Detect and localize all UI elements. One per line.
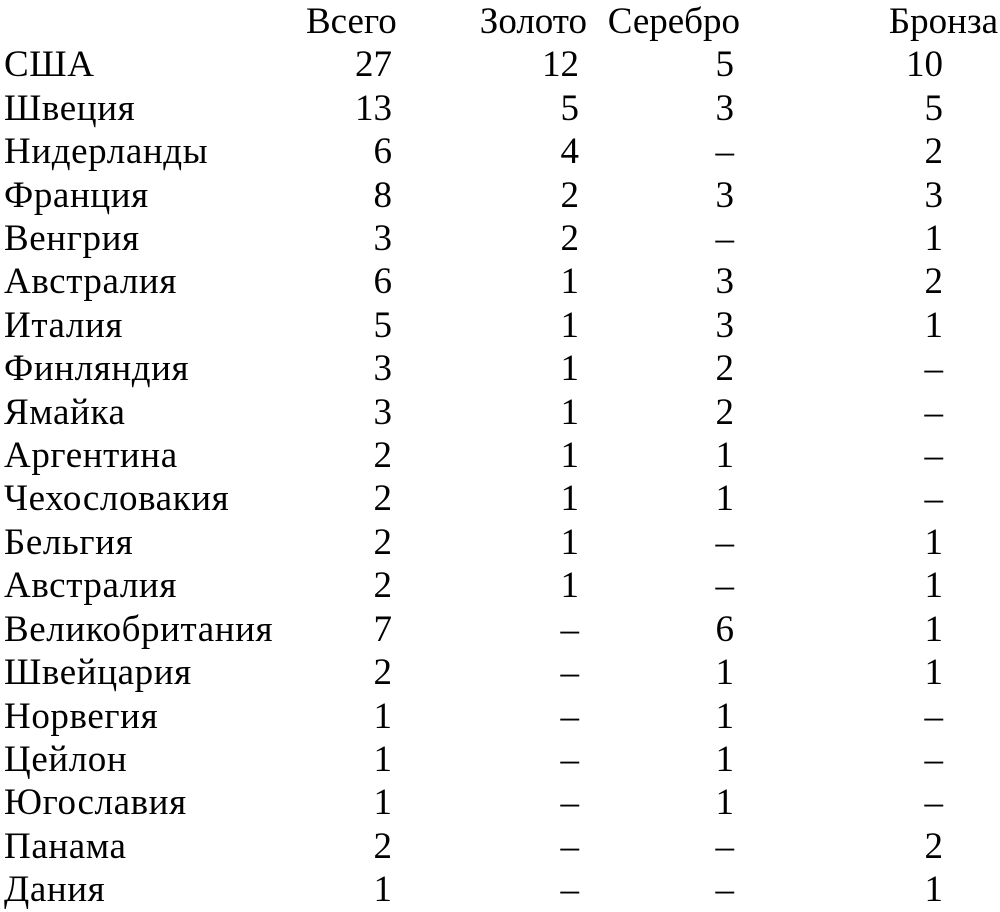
silver-cell: 1 [715, 478, 734, 520]
total-cell: 2 [373, 521, 392, 563]
gold-cell: – [560, 825, 579, 867]
bronze-cell: 1 [924, 304, 943, 346]
bronze-cell: 2 [924, 825, 943, 867]
silver-cell: – [715, 565, 734, 607]
gold-cell: – [560, 782, 579, 824]
gold-cell: – [560, 652, 579, 694]
bronze-cell: – [924, 391, 943, 433]
silver-cell: 1 [715, 435, 734, 477]
table-row [0, 825, 1000, 868]
header-bronze: Бронза [888, 1, 998, 42]
table-row [0, 130, 1000, 173]
silver-cell: 1 [715, 652, 734, 694]
country-cell: Норвегия [4, 695, 159, 737]
bronze-cell: 2 [924, 131, 943, 173]
total-cell: 1 [373, 695, 392, 737]
medal-table-body [0, 43, 1000, 911]
total-cell: 7 [373, 608, 392, 650]
country-cell: Швейцария [4, 652, 192, 694]
silver-cell: 1 [715, 738, 734, 780]
gold-cell: 5 [560, 87, 579, 129]
silver-cell: 6 [715, 608, 734, 650]
silver-cell: 2 [715, 391, 734, 433]
header-gold: Золото [479, 1, 587, 42]
silver-cell: 3 [715, 304, 734, 346]
total-cell: 2 [373, 435, 392, 477]
gold-cell: 2 [560, 218, 579, 260]
silver-cell: 3 [715, 174, 734, 216]
country-cell: Австралия [4, 261, 177, 303]
country-cell: Австралия [4, 565, 177, 607]
silver-cell: 2 [715, 348, 734, 390]
table-row [0, 43, 1000, 86]
total-cell: 6 [373, 261, 392, 303]
bronze-cell: 5 [924, 87, 943, 129]
total-cell: 2 [373, 478, 392, 520]
header-silver: Серебро [607, 1, 740, 42]
table-row [0, 217, 1000, 260]
silver-cell: – [715, 218, 734, 260]
total-cell: 1 [373, 782, 392, 824]
table-row [0, 781, 1000, 824]
country-cell: Франция [4, 174, 149, 216]
gold-cell: – [560, 695, 579, 737]
country-cell: Ямайка [4, 391, 126, 433]
table-row [0, 434, 1000, 477]
country-cell: Швеция [4, 87, 136, 129]
table-row [0, 304, 1000, 347]
table-row [0, 608, 1000, 651]
bronze-cell: 1 [924, 608, 943, 650]
silver-cell: 5 [715, 44, 734, 86]
total-cell: 1 [373, 738, 392, 780]
gold-cell: 12 [542, 44, 579, 86]
bronze-cell: – [924, 478, 943, 520]
total-cell: 3 [373, 391, 392, 433]
total-cell: 3 [373, 348, 392, 390]
table-row [0, 87, 1000, 130]
silver-cell: 3 [715, 261, 734, 303]
silver-cell: – [715, 869, 734, 911]
total-cell: 2 [373, 565, 392, 607]
table-row [0, 477, 1000, 520]
silver-cell: 3 [715, 87, 734, 129]
total-cell: 1 [373, 869, 392, 911]
country-cell: Финляндия [4, 348, 190, 390]
country-cell: Италия [4, 304, 123, 346]
bronze-cell: – [924, 435, 943, 477]
gold-cell: – [560, 608, 579, 650]
bronze-cell: 2 [924, 261, 943, 303]
table-row [0, 651, 1000, 694]
table-row [0, 260, 1000, 303]
country-cell: Венгрия [4, 218, 140, 260]
gold-cell: – [560, 869, 579, 911]
table-row [0, 868, 1000, 911]
header-total: Всего [306, 1, 397, 42]
country-cell: Аргентина [4, 435, 178, 477]
bronze-cell: – [924, 782, 943, 824]
header-country [0, 0, 306, 43]
gold-cell: 1 [560, 435, 579, 477]
country-cell: Югославия [4, 782, 187, 824]
silver-cell: 1 [715, 695, 734, 737]
gold-cell: – [560, 738, 579, 780]
total-cell: 5 [373, 304, 392, 346]
gold-cell: 2 [560, 174, 579, 216]
bronze-cell: 1 [924, 521, 943, 563]
total-cell: 2 [373, 652, 392, 694]
gold-cell: 1 [560, 478, 579, 520]
bronze-cell: 1 [924, 869, 943, 911]
bronze-cell: 3 [924, 174, 943, 216]
country-cell: Дания [4, 869, 106, 911]
country-cell: США [4, 44, 95, 86]
gold-cell: 1 [560, 348, 579, 390]
country-cell: Панама [4, 825, 127, 867]
gold-cell: 1 [560, 521, 579, 563]
bronze-cell: – [924, 695, 943, 737]
total-cell: 27 [355, 44, 392, 86]
country-cell: Нидерланды [4, 131, 209, 173]
header-row [0, 0, 1000, 43]
silver-cell: 1 [715, 782, 734, 824]
bronze-cell: 10 [906, 44, 943, 86]
country-cell: Бельгия [4, 521, 134, 563]
country-cell: Чехословакия [4, 478, 230, 520]
gold-cell: 4 [560, 131, 579, 173]
silver-cell: – [715, 131, 734, 173]
table-row [0, 521, 1000, 564]
table-row [0, 695, 1000, 738]
country-cell: Цейлон [4, 738, 128, 780]
bronze-cell: 1 [924, 565, 943, 607]
medal-table-header [0, 0, 1000, 43]
total-cell: 8 [373, 174, 392, 216]
total-cell: 13 [355, 87, 392, 129]
silver-cell: – [715, 521, 734, 563]
gold-cell: 1 [560, 391, 579, 433]
gold-cell: 1 [560, 304, 579, 346]
table-row [0, 391, 1000, 434]
gold-cell: 1 [560, 261, 579, 303]
total-cell: 3 [373, 218, 392, 260]
country-cell: Великобритания [4, 608, 274, 650]
total-cell: 6 [373, 131, 392, 173]
table-row [0, 564, 1000, 607]
bronze-cell: – [924, 738, 943, 780]
total-cell: 2 [373, 825, 392, 867]
silver-cell: – [715, 825, 734, 867]
table-row [0, 347, 1000, 390]
table-row [0, 738, 1000, 781]
bronze-cell: 1 [924, 652, 943, 694]
bronze-cell: 1 [924, 218, 943, 260]
bronze-cell: – [924, 348, 943, 390]
table-row [0, 174, 1000, 217]
gold-cell: 1 [560, 565, 579, 607]
